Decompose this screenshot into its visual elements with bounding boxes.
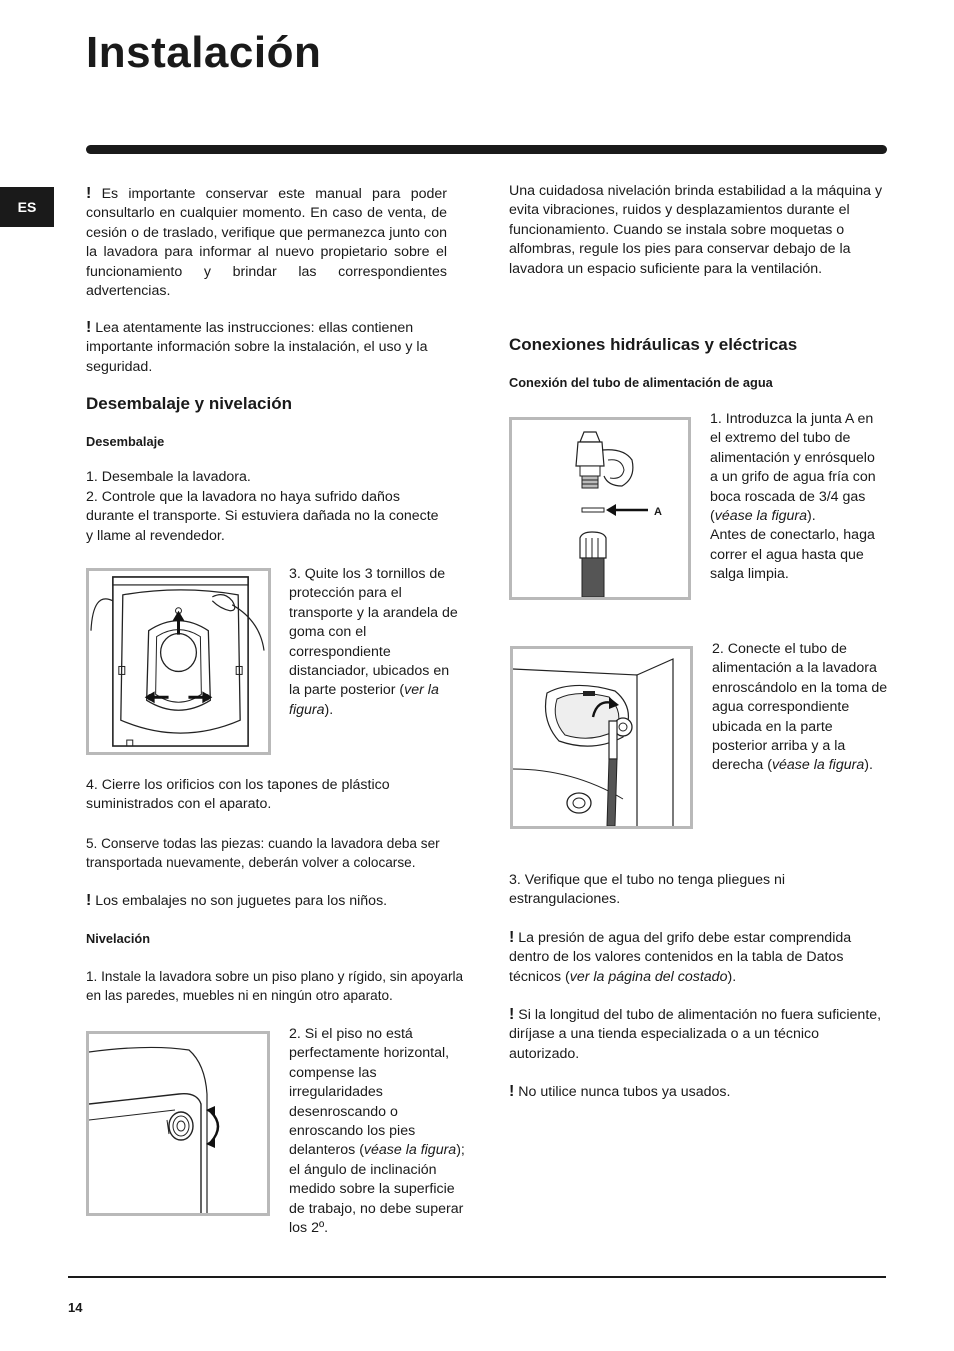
hose-step-1 bbox=[710, 410, 886, 585]
step-text: 2. Conecte el tubo de alimentación a la lavadora enroscándolo en la toma de agua correspondiente ubicada en la parte posterior arriba y a la derecha ( bbox=[712, 641, 888, 774]
page-number: 14 bbox=[68, 1300, 83, 1315]
step-text: 2. Si el piso no está perfectamente horizontal, compense las irregularidades desenroscando o enroscando los pies delanteros ( bbox=[289, 1026, 450, 1159]
warning-text: La presión de agua del grifo debe estar comprendida dentro de los valores contenidos en la tabla de Datos técnicos ( bbox=[509, 930, 852, 985]
step-reference: véase la figura bbox=[714, 508, 808, 525]
leveling-foot-illustration bbox=[89, 1034, 267, 1213]
warning-text-end: ). bbox=[727, 968, 737, 985]
heading-unpack: Desembalaje bbox=[86, 434, 165, 449]
warning-packaging bbox=[86, 891, 466, 911]
step-reference: ver la figura bbox=[289, 682, 439, 718]
heading-connections: Conexiones hidráulicas y eléctricas bbox=[509, 335, 798, 354]
washer-back-screws-figure bbox=[86, 568, 271, 755]
washer-back-illustration bbox=[89, 571, 268, 752]
warning-used-hoses bbox=[509, 1082, 885, 1102]
warning-mark: ! bbox=[86, 892, 92, 909]
unpack-step-3 bbox=[289, 565, 459, 720]
warning-mark: ! bbox=[509, 929, 515, 946]
heading-unpack-level: Desembalaje y nivelación bbox=[86, 394, 292, 413]
hose-step-2 bbox=[712, 640, 888, 776]
page-title: Instalación bbox=[86, 28, 322, 77]
warning-hose-length bbox=[509, 1005, 885, 1064]
hose-inlet-illustration bbox=[513, 649, 690, 826]
warning-text: Es importante conservar este manual para poder consultarlo en cualquier momento. En caso de venta, de cesión o de traslado, verifique que permanezca junto con la lavadora para informar al nuevo propietario sobre el funcionamiento y brindar las correspondientes advertencias. bbox=[86, 186, 447, 300]
title-rule bbox=[86, 145, 887, 154]
warning-read-instructions bbox=[86, 318, 466, 377]
tap-gasket-figure bbox=[509, 417, 691, 600]
hose-inlet-figure bbox=[510, 646, 693, 829]
unpack-step-1: 1. Desembale la lavadora. bbox=[86, 469, 251, 485]
step-text: 1. Introduzca la junta A en el extremo del tubo de alimentación y enrósquelo a un grifo de agua fría con boca roscada de 3/4 gas ( bbox=[710, 411, 876, 525]
warning-mark: ! bbox=[86, 185, 92, 202]
warning-text: No utilice nunca tubos ya usados. bbox=[518, 1084, 731, 1100]
step-reference: véase la figura bbox=[771, 757, 865, 774]
warning-text: Si la longitud del tubo de alimentación no fuera suficiente, diríjase a una tienda especializada o a un técnico autorizado. bbox=[509, 1007, 882, 1062]
language-tab: ES bbox=[0, 187, 54, 227]
unpack-step-5: 5. Conserve todas las piezas: cuando la lavadora deba ser transportada nuevamente, deberán volver a colocarse. bbox=[86, 836, 440, 871]
level-note: Una cuidadosa nivelación brinda estabilidad a la máquina y evita vibraciones, ruidos y desplazamientos durante el funcionamiento. Cuando se instala sobre moquetas o alfombras, regule los pies para conservar debajo de la lavadora un espacio suficiente para la ventilación. bbox=[509, 183, 883, 277]
level-step-1: 1. Instale la lavadora sobre un piso plano y rígido, sin apoyarla en las paredes, muebles ni en ningún otro aparato. bbox=[86, 969, 464, 1004]
heading-hose: Conexión del tubo de alimentación de agua bbox=[509, 375, 773, 390]
level-step-2 bbox=[289, 1025, 467, 1238]
warning-mark: ! bbox=[509, 1006, 515, 1023]
unpack-step-4: 4. Cierre los orificios con los tapones de plástico suministrados con el aparato. bbox=[86, 777, 390, 813]
hose-step-3: 3. Verifique que el tubo no tenga pliegues ni estrangulaciones. bbox=[509, 872, 786, 908]
unpack-step-2: 2. Controle que la lavadora no haya sufrido daños durante el transporte. Si estuviera dañada no la conecte y llame al revendedor. bbox=[86, 489, 439, 544]
step-text-end: ). bbox=[807, 508, 816, 525]
warning-keep-manual bbox=[86, 184, 447, 301]
warning-water-pressure bbox=[509, 928, 887, 987]
step-text-extra: Antes de conectarlo, haga correr el agua hasta que salga limpia. bbox=[710, 527, 875, 583]
leveling-foot-figure bbox=[86, 1031, 270, 1216]
warning-text: Los embalajes no son juguetes para los niños. bbox=[95, 893, 388, 909]
step-text-end: ). bbox=[864, 757, 873, 774]
warning-reference: ver la página del costado bbox=[569, 968, 728, 985]
warning-mark: ! bbox=[509, 1083, 515, 1100]
step-text-end: ). bbox=[324, 701, 334, 718]
warning-mark: ! bbox=[86, 319, 92, 336]
footer-rule bbox=[68, 1276, 886, 1278]
figure-label-a: A bbox=[654, 506, 662, 518]
step-reference: véase la figura bbox=[363, 1142, 457, 1159]
warning-text: Lea atentamente las instrucciones: ellas contienen importante información sobre la instalación, el uso y la seguridad. bbox=[86, 320, 428, 375]
step-text-end: ); el ángulo de inclinación medido sobre la superficie de trabajo, no debe superar los 2º. bbox=[289, 1142, 465, 1237]
heading-level: Nivelación bbox=[86, 931, 151, 946]
step-text: 3. Quite los 3 tornillos de protección para el transporte y la arandela de goma con el correspondiente distanciador, ubicados en la parte posterior ( bbox=[289, 566, 458, 699]
